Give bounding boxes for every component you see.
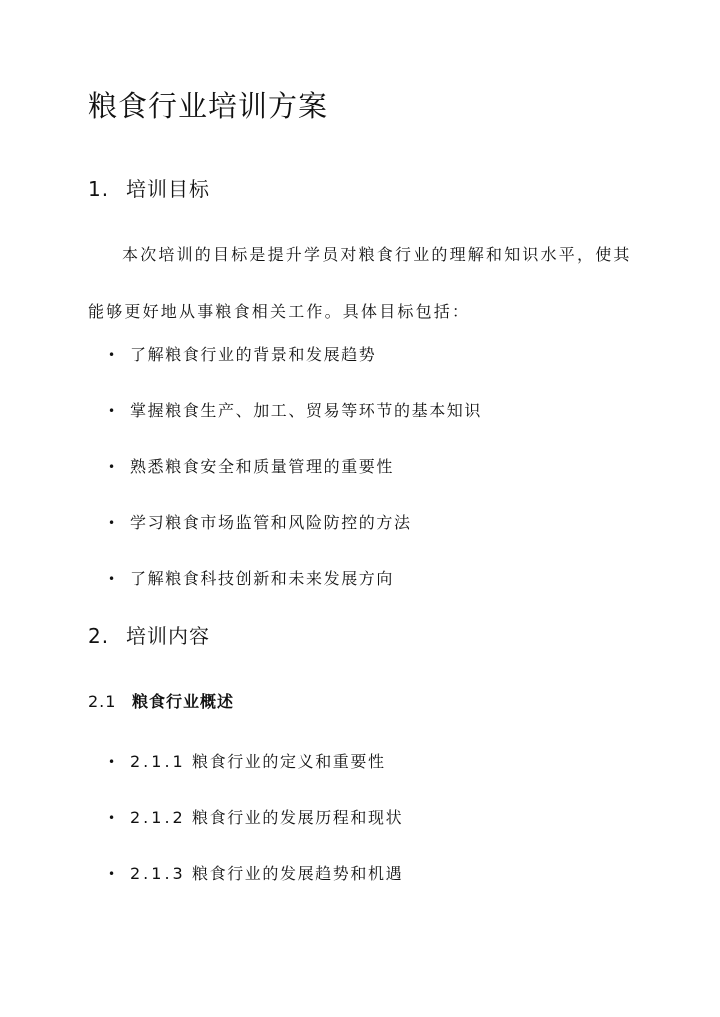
list-item (108, 454, 482, 510)
bullet-icon: • (108, 404, 117, 418)
list-item (108, 398, 482, 454)
section-heading-1 (88, 174, 210, 204)
bullet-icon: • (108, 811, 117, 825)
list-item-text: 粮食行业的发展历程和现状 (192, 808, 404, 827)
subsection-heading (88, 689, 234, 715)
list-item-text: 粮食行业的定义和重要性 (192, 752, 386, 771)
list-item (108, 510, 482, 566)
section-title: 培训内容 (126, 624, 210, 648)
list-item (108, 566, 482, 622)
content-list (108, 749, 403, 917)
list-item-text: 粮食行业的发展趋势和机遇 (192, 864, 404, 883)
bullet-icon: • (108, 460, 117, 474)
bullet-icon: • (108, 572, 117, 586)
bullet-icon: • (108, 516, 117, 530)
list-item-text: 学习粮食市场监管和风险防控的方法 (130, 513, 412, 532)
list-item-text: 了解粮食科技创新和未来发展方向 (130, 569, 395, 588)
list-item-text: 熟悉粮食安全和质量管理的重要性 (130, 457, 395, 476)
list-item (108, 861, 403, 917)
page-title: 粮食行业培训方案 (88, 89, 329, 123)
subsection-number: 2.1 (88, 692, 117, 711)
bullet-icon: • (108, 755, 117, 769)
section-number: 2. (88, 624, 110, 648)
section-title: 培训目标 (126, 177, 210, 201)
list-item-text: 了解粮食行业的背景和发展趋势 (130, 345, 377, 364)
list-item-text: 掌握粮食生产、加工、贸易等环节的基本知识 (130, 401, 483, 420)
list-item (108, 342, 482, 398)
list-item (108, 805, 403, 861)
item-number: 2.1.2 (130, 808, 186, 827)
section-heading-2 (88, 621, 210, 651)
section-paragraph: 本次培训的目标是提升学员对粮食行业的理解和知识水平，使其能够更好地从事粮食相关工作。具体目标包括： (88, 245, 632, 321)
item-number: 2.1.3 (130, 864, 186, 883)
bullet-icon: • (108, 867, 117, 881)
item-number: 2.1.1 (130, 752, 186, 771)
bullet-icon: • (108, 348, 117, 362)
section-number: 1. (88, 177, 110, 201)
list-item (108, 749, 403, 805)
goal-list (108, 342, 482, 622)
subsection-title: 粮食行业概述 (132, 692, 235, 711)
